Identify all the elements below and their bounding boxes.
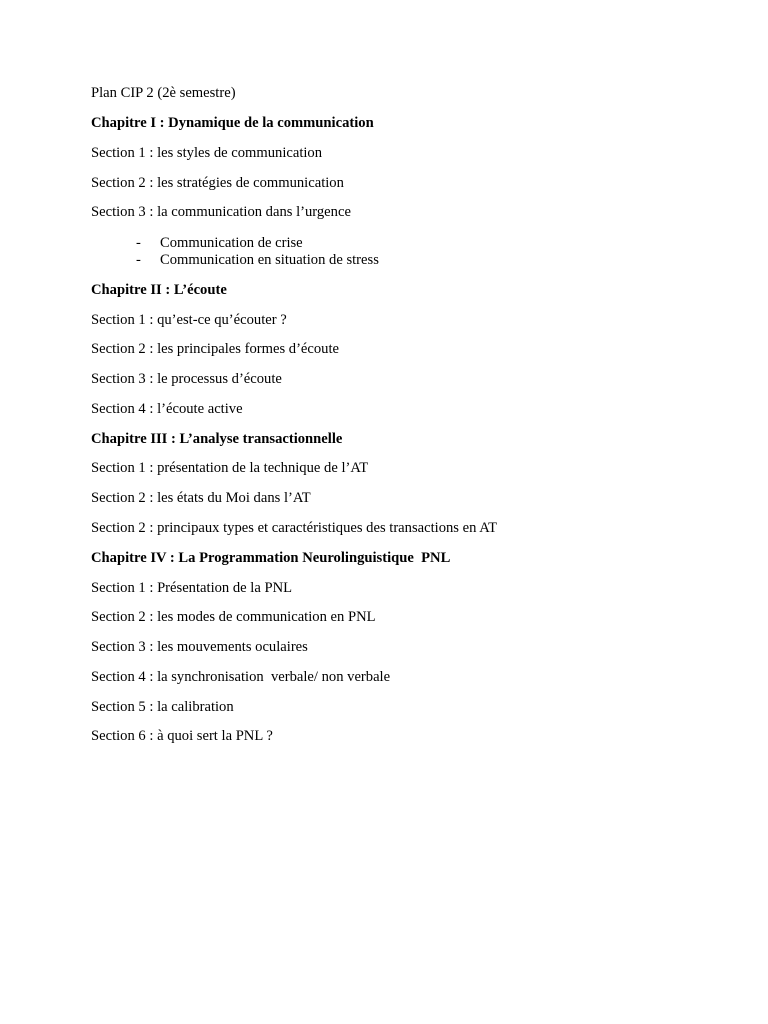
chapter-1-section-1: Section 1 : les styles de communication bbox=[91, 145, 323, 161]
chapter-2-section-2: Section 2 : les principales formes d’écoute bbox=[91, 341, 340, 357]
chapter-3-section-3: Section 2 : principaux types et caractéristiques des transactions en AT bbox=[91, 520, 498, 536]
chapter-4-section-3: Section 3 : les mouvements oculaires bbox=[91, 639, 308, 655]
chapter-2-section-3: Section 3 : le processus d’écoute bbox=[91, 371, 282, 387]
chapter-1-title: Chapitre I : Dynamique de la communication bbox=[91, 115, 374, 131]
chapter-3-title: Chapitre III : L’analyse transactionnelle bbox=[91, 431, 343, 447]
chapter-4-section-4: Section 4 : la synchronisation verbale/ non verbale bbox=[91, 669, 391, 685]
chapter-2-title: Chapitre II : L’écoute bbox=[91, 282, 227, 298]
chapter-2-section-1: Section 1 : qu’est-ce qu’écouter ? bbox=[91, 312, 287, 328]
chapter-4-section-5: Section 5 : la calibration bbox=[91, 699, 234, 715]
chapter-2-section-4: Section 4 : l’écoute active bbox=[91, 401, 243, 417]
chapter-4-section-6: Section 6 : à quoi sert la PNL ? bbox=[91, 728, 273, 744]
bullet-item-stress: Communication en situation de stress bbox=[160, 252, 379, 268]
chapter-4-section-2: Section 2 : les modes de communication en PNL bbox=[91, 609, 376, 625]
chapter-4-title: Chapitre IV : La Programmation Neurolinguistique PNL bbox=[91, 550, 451, 566]
bullet-dash: - bbox=[136, 235, 141, 251]
plan-title: Plan CIP 2 (2è semestre) bbox=[91, 85, 236, 101]
chapter-3-section-2: Section 2 : les états du Moi dans l’AT bbox=[91, 490, 311, 506]
bullet-dash: - bbox=[136, 252, 141, 268]
chapter-1-section-2: Section 2 : les stratégies de communication bbox=[91, 175, 344, 191]
bullet-item-crise: Communication de crise bbox=[160, 235, 303, 251]
chapter-4-section-1: Section 1 : Présentation de la PNL bbox=[91, 580, 293, 596]
chapter-3-section-1: Section 1 : présentation de la technique de l’AT bbox=[91, 460, 369, 476]
chapter-1-section-3: Section 3 : la communication dans l’urgence bbox=[91, 204, 351, 220]
